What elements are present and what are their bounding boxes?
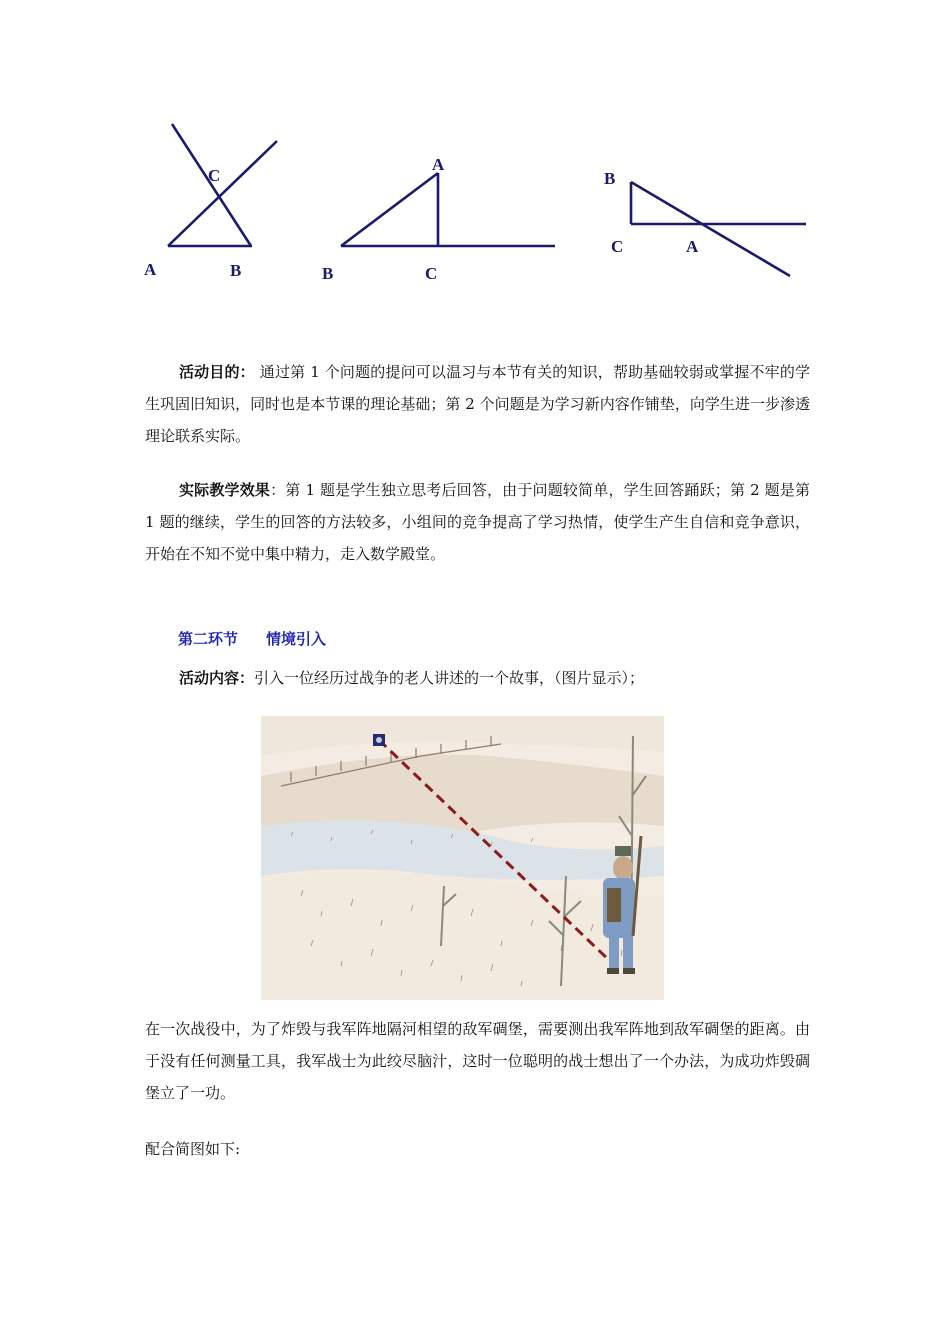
effect-text: ：第 1 题是学生独立思考后回答，由于问题较简单，学生回答踊跃；第 2 题是第 1 题的继续，学生的回答的方法较多，小组间的竞争提高了学习热情，使学生产生自信和竞争意识，开始在不知不觉中集中精力，走入数学殿堂。 (145, 481, 810, 563)
fig3-label-c: C (611, 237, 624, 256)
battle-scene-illustration (261, 716, 664, 1000)
fig1-label-b: B (230, 261, 242, 280)
purpose-text: 通过第 1 个问题的提问可以温习与本节有关的知识，帮助基础较弱或掌握不牢的学生巩固旧知识，同时也是本节课的理论基础；第 2 个问题是为学习新内容作铺垫，向学生进一步渗透理论联系实际。 (145, 363, 810, 445)
fig1-label-a: A (144, 260, 157, 279)
figure-2 (341, 173, 555, 246)
content-text: 引入一位经历过战争的老人讲述的一个故事，（图片显示）； (254, 669, 645, 687)
story-paragraph: 在一次战役中，为了炸毁与我军阵地隔河相望的敌军碉堡，需要测出我军阵地到敌军碉堡的距离。由于没有任何测量工具，我军战士为此绞尽脑汁，这时一位聪明的战士想出了一个办法，为成功炸毁碉堡立了一功。 (145, 1020, 810, 1102)
fig2-label-b: B (322, 264, 334, 283)
effect-label: 实际教学效果 (179, 481, 271, 499)
closing-line: 配合简图如下: (145, 1140, 241, 1158)
purpose-paragraph (145, 356, 810, 452)
fig1-label-c: C (208, 166, 221, 185)
fig2-label-a: A (432, 155, 445, 174)
section-number: 第二环节 (178, 630, 239, 648)
fig2-label-c: C (425, 264, 438, 283)
section-title: 情境引入 (266, 630, 327, 648)
section-heading (178, 628, 326, 649)
content-label: 活动内容： (179, 669, 255, 687)
fig3-label-a: A (686, 237, 699, 256)
content-paragraph (145, 662, 810, 694)
figure-3 (631, 182, 806, 276)
purpose-label: 活动目的： (179, 363, 255, 381)
figure-1 (168, 124, 277, 246)
effect-paragraph (145, 474, 810, 570)
fig3-label-b: B (604, 169, 616, 188)
triangle-figures (0, 0, 950, 300)
